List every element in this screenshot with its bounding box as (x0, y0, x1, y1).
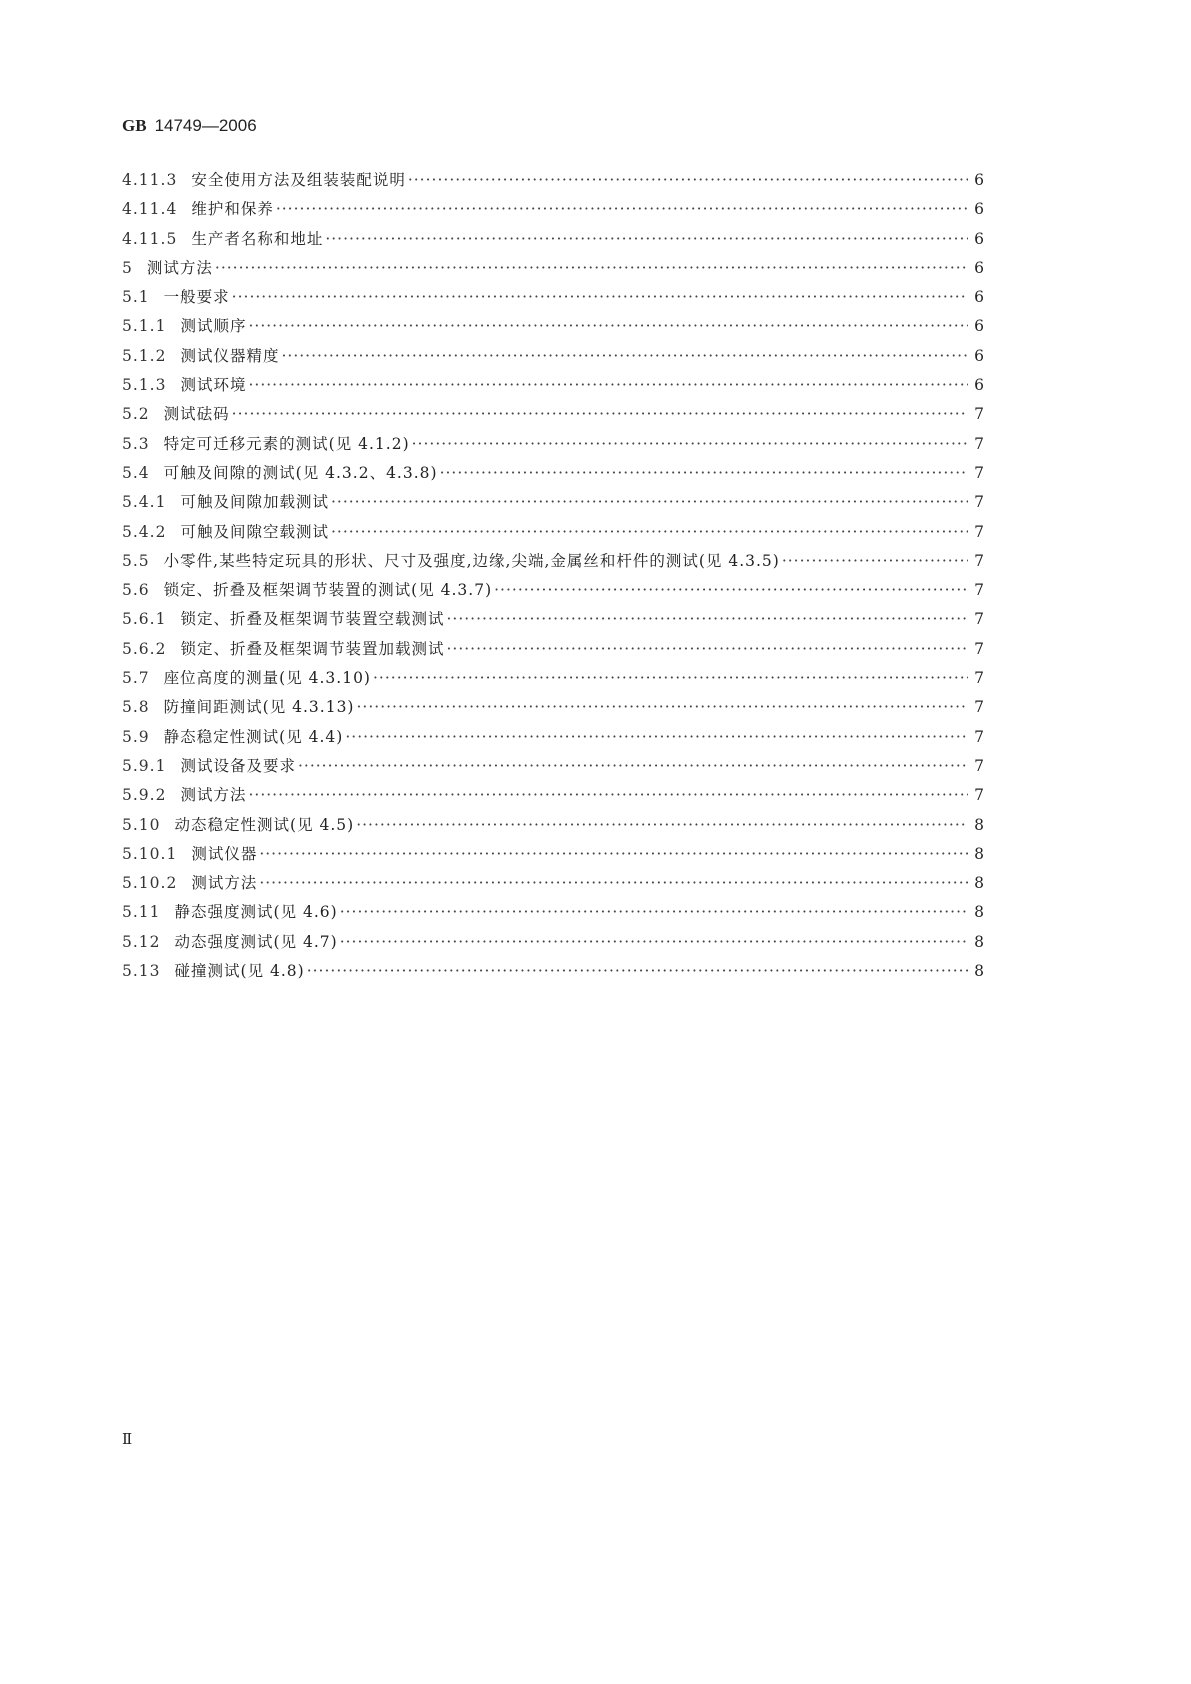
toc-entry-number: 5.7 (122, 669, 150, 688)
toc-entry-title: 测试仪器 (191, 844, 258, 863)
toc-entry-number: 5.1 (122, 288, 150, 307)
toc-entry-title: 静态稳定性测试(见 4.4) (163, 727, 344, 746)
toc-entry-number: 5.10.1 (122, 844, 178, 863)
toc-entry-number: 5.3 (122, 434, 150, 453)
dot-leader (494, 581, 968, 599)
toc-entry[interactable] (122, 754, 984, 783)
toc-entry-number: 5.9.2 (122, 786, 167, 805)
dot-leader (307, 962, 968, 980)
toc-entry-title: 测试方法 (146, 258, 213, 277)
toc-entry-page: 7 (974, 786, 984, 805)
toc-entry-number: 5.5 (122, 551, 150, 570)
toc-entry[interactable] (122, 637, 984, 666)
toc-entry-title: 测试设备及要求 (180, 756, 296, 775)
toc-entry-title: 测试砝码 (163, 405, 230, 424)
dot-leader (331, 493, 968, 511)
toc-entry-page: 7 (974, 756, 984, 775)
toc-entry-page: 6 (974, 200, 984, 219)
page-number: Ⅱ (122, 1430, 133, 1448)
toc-entry-title: 测试方法 (180, 786, 247, 805)
toc-entry-title: 测试方法 (191, 874, 258, 893)
toc-entry-page: 6 (974, 317, 984, 336)
toc-entry[interactable] (122, 842, 984, 871)
toc-entry[interactable] (122, 783, 984, 812)
toc-entry[interactable] (122, 168, 984, 197)
toc-entry-page: 7 (974, 551, 984, 570)
toc-entry-number: 5.4.1 (122, 493, 167, 512)
dot-leader (215, 259, 968, 277)
toc-entry[interactable] (122, 607, 984, 636)
toc-entry-title: 测试仪器精度 (180, 346, 280, 365)
toc-entry[interactable] (122, 373, 984, 402)
toc-entry-page: 7 (974, 669, 984, 688)
dot-leader (373, 669, 968, 687)
dot-leader (345, 728, 968, 746)
toc-entry-page: 6 (974, 376, 984, 395)
toc-entry-title: 座位高度的测量(见 4.3.10) (163, 669, 371, 688)
dot-leader (446, 640, 968, 658)
dot-leader (259, 874, 968, 892)
toc-entry-title: 测试环境 (180, 376, 247, 395)
toc-entry-page: 8 (974, 932, 984, 951)
toc-entry-title: 碰撞测试(见 4.8) (174, 962, 305, 981)
dot-leader (356, 816, 968, 834)
document-header (122, 116, 257, 136)
standard-code: 14749—2006 (154, 116, 257, 135)
toc-entry-title: 维护和保养 (191, 200, 274, 219)
toc-entry[interactable] (122, 930, 984, 959)
dot-leader (248, 786, 968, 804)
toc-entry-page: 7 (974, 434, 984, 453)
toc-entry-title: 安全使用方法及组装装配说明 (191, 171, 406, 189)
toc-entry-page: 8 (974, 962, 984, 981)
toc-entry-number: 5.10 (122, 815, 161, 834)
toc-entry-title: 静态强度测试(见 4.6) (174, 903, 338, 922)
toc-entry[interactable] (122, 520, 984, 549)
dot-leader (259, 845, 968, 863)
toc-entry-page: 6 (974, 171, 984, 189)
dot-leader (232, 288, 968, 306)
dot-leader (340, 933, 968, 951)
toc-entry-title: 锁定、折叠及框架调节装置的测试(见 4.3.7) (163, 581, 493, 600)
toc-entry-number: 4.11.3 (122, 171, 178, 189)
dot-leader (331, 523, 968, 541)
toc-entry-number: 5.4 (122, 463, 150, 482)
toc-entry-number: 5.13 (122, 962, 161, 981)
dot-leader (276, 200, 968, 218)
standard-prefix: GB (122, 116, 147, 135)
toc-entry-title: 可触及间隙空载测试 (180, 522, 329, 541)
toc-entry-page: 6 (974, 346, 984, 365)
toc-entry-number: 5.8 (122, 698, 150, 717)
toc-entry-page: 6 (974, 229, 984, 248)
toc-entry-number: 5.1.1 (122, 317, 167, 336)
toc-entry-page: 8 (974, 815, 984, 834)
toc-entry[interactable] (122, 549, 984, 578)
table-of-contents (122, 168, 984, 988)
toc-entry-number: 5.10.2 (122, 874, 178, 893)
toc-entry[interactable] (122, 695, 984, 724)
toc-entry-page: 7 (974, 727, 984, 746)
toc-entry[interactable] (122, 871, 984, 900)
toc-entry-number: 5.4.2 (122, 522, 167, 541)
toc-entry[interactable] (122, 344, 984, 373)
toc-entry-title: 动态强度测试(见 4.7) (174, 932, 338, 951)
toc-entry[interactable] (122, 461, 984, 490)
toc-entry[interactable] (122, 959, 984, 988)
dot-leader (356, 698, 968, 716)
toc-entry-page: 7 (974, 639, 984, 658)
dot-leader (281, 347, 968, 365)
toc-entry-title: 生产者名称和地址 (191, 229, 324, 248)
toc-entry-title: 小零件,某些特定玩具的形状、尺寸及强度,边缘,尖端,金属丝和杆件的测试(见 4.3.5) (163, 551, 780, 570)
toc-entry-title: 锁定、折叠及框架调节装置空载测试 (180, 610, 445, 629)
toc-entry[interactable] (122, 314, 984, 343)
toc-entry[interactable] (122, 285, 984, 314)
dot-leader (340, 903, 968, 921)
toc-entry-number: 5.6.1 (122, 610, 167, 629)
toc-entry[interactable] (122, 666, 984, 695)
dot-leader (408, 171, 968, 189)
toc-entry-title: 防撞间距测试(见 4.3.13) (163, 698, 355, 717)
dot-leader (325, 230, 968, 248)
toc-entry-page: 8 (974, 903, 984, 922)
toc-entry-page: 7 (974, 581, 984, 600)
toc-entry-title: 特定可迁移元素的测试(见 4.1.2) (163, 434, 410, 453)
dot-leader (412, 435, 968, 453)
toc-entry-title: 测试顺序 (180, 317, 247, 336)
toc-entry-page: 7 (974, 405, 984, 424)
toc-entry[interactable] (122, 402, 984, 431)
dot-leader (248, 376, 968, 394)
toc-entry-title: 一般要求 (163, 288, 230, 307)
toc-entry-page: 7 (974, 493, 984, 512)
toc-entry-number: 5.9.1 (122, 756, 167, 775)
toc-entry[interactable] (122, 900, 984, 929)
dot-leader (440, 464, 968, 482)
toc-entry-number: 4.11.5 (122, 229, 178, 248)
toc-entry-page: 7 (974, 463, 984, 482)
dot-leader (248, 317, 968, 335)
dot-leader (298, 757, 968, 775)
toc-entry-number: 5 (122, 258, 133, 277)
toc-entry[interactable] (122, 432, 984, 461)
toc-entry-page: 8 (974, 874, 984, 893)
toc-entry-title: 锁定、折叠及框架调节装置加载测试 (180, 639, 445, 658)
toc-entry-number: 5.2 (122, 405, 150, 424)
toc-entry-number: 5.6 (122, 581, 150, 600)
toc-entry-page: 7 (974, 522, 984, 541)
toc-entry[interactable] (122, 813, 984, 842)
toc-entry-title: 动态稳定性测试(见 4.5) (174, 815, 355, 834)
toc-entry-page: 8 (974, 844, 984, 863)
toc-entry-number: 4.11.4 (122, 200, 178, 219)
toc-entry[interactable] (122, 490, 984, 519)
toc-entry-number: 5.1.3 (122, 376, 167, 395)
toc-entry-page: 7 (974, 610, 984, 629)
toc-entry[interactable] (122, 227, 984, 256)
toc-entry-number: 5.11 (122, 903, 161, 922)
toc-entry[interactable] (122, 197, 984, 226)
dot-leader (446, 610, 968, 628)
toc-entry[interactable] (122, 725, 984, 754)
toc-entry[interactable] (122, 256, 984, 285)
toc-entry-page: 6 (974, 288, 984, 307)
toc-entry[interactable] (122, 578, 984, 607)
toc-entry-number: 5.6.2 (122, 639, 167, 658)
toc-entry-title: 可触及间隙的测试(见 4.3.2、4.3.8) (163, 463, 438, 482)
toc-entry-page: 6 (974, 258, 984, 277)
toc-entry-page: 7 (974, 698, 984, 717)
toc-entry-title: 可触及间隙加载测试 (180, 493, 329, 512)
toc-entry-number: 5.9 (122, 727, 150, 746)
toc-entry-number: 5.12 (122, 932, 161, 951)
dot-leader (782, 552, 968, 570)
dot-leader (232, 405, 968, 423)
toc-entry-number: 5.1.2 (122, 346, 167, 365)
